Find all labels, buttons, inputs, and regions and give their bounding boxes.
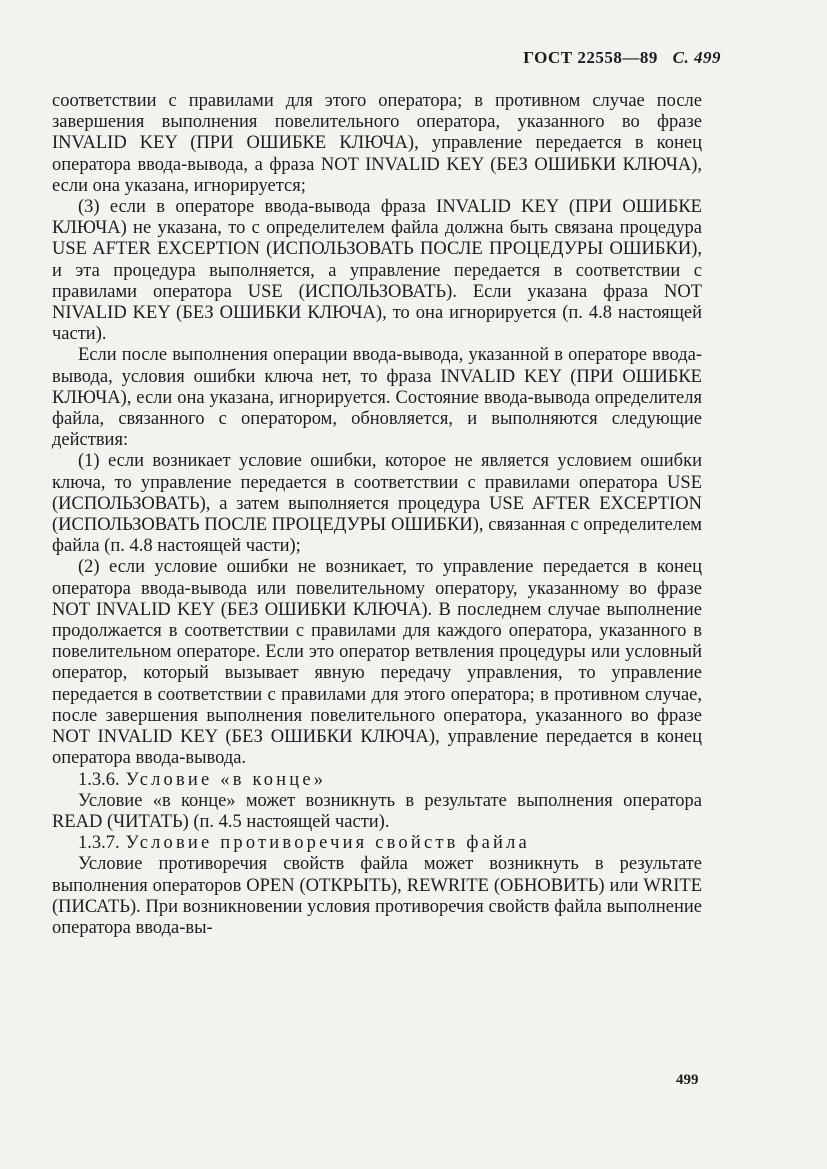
document-body (52, 91, 702, 939)
paragraph: соответствии с правилами для этого оператора; в противном случае после завершения выполнения повелительного оператора, указанного во фразе INVALID KEY (ПРИ ОШИБКЕ КЛЮЧА), управление передается в конец оператора ввода-вывода, а фраза NOT INVALID KEY (БЕЗ ОШИБКИ КЛЮЧА), если она указана, игнорируется; (52, 91, 702, 196)
section-title: Условие «в конце» (125, 769, 327, 790)
page-label: С. 499 (672, 48, 721, 67)
paragraph: (2) если условие ошибки не возникает, то управление передается в конец оператора ввода-вывода или повелительному оператору, указанному во фразе NOT INVALID KEY (БЕЗ ОШИБКИ КЛЮЧА). В последнем случае выполнение продолжается в соответствии с правилами для каждого оператора, указанного в повелительном операторе. Если это оператор ветвления процедуры или условный оператор, который вызывает явную передачу управления, то управление передается в соответствии с правилами для этого оператора; в противном случае, после завершения выполнения повелительного оператора, указанного во фразе NOT INVALID KEY (БЕЗ ОШИБКИ КЛЮЧА), управление передается в конец оператора ввода-вывода. (52, 557, 702, 769)
paragraph: (3) если в операторе ввода-вывода фраза INVALID KEY (ПРИ ОШИБКЕ КЛЮЧА) не указана, то с определителем файла должна быть связана процедура USE AFTER EXCEPTION (ИСПОЛЬЗОВАТЬ ПОСЛЕ ПРОЦЕДУРЫ ОШИБКИ), и эта процедура выполняется, а управление передается в соответствии с правилами оператора USE (ИСПОЛЬЗОВАТЬ). Если указана фраза NOT NIVALID KEY (БЕЗ ОШИБКИ КЛЮЧА), то она игнорируется (п. 4.8 настоящей части). (52, 197, 702, 345)
paragraph: Условие «в конце» может возникнуть в результате выполнения оператора READ (ЧИТАТЬ) (п. 4.5 настоящей части). (52, 790, 702, 832)
section-heading-1-3-6 (52, 770, 702, 791)
page-number: 499 (676, 1072, 699, 1088)
paragraph: Если после выполнения операции ввода-вывода, указанной в операторе ввода-вывода, условия ошибки ключа нет, то фраза INVALID KEY (ПРИ ОШИБКЕ КЛЮЧА), если она указана, игнорируется. Состояние ввода-вывода определителя файла, связанного с оператором, обновляется, и выполняются следующие действия: (52, 345, 702, 451)
page-header (523, 48, 721, 68)
paragraph: (1) если возникает условие ошибки, которое не является условием ошибки ключа, то управление передается в соответствии с правилами оператора USE (ИСПОЛЬЗОВАТЬ), а затем выполняется процедура USE AFTER EXCEPTION (ИСПОЛЬЗОВАТЬ ПОСЛЕ ПРОЦЕДУРЫ ОШИБКИ), связанная с определителем файла (п. 4.8 настоящей части); (52, 451, 702, 557)
section-number: 1.3.6. (78, 769, 120, 790)
section-heading-1-3-7 (52, 833, 702, 854)
paragraph: Условие противоречия свойств файла может возникнуть в результате выполнения операторов OPEN (ОТКРЫТЬ), REWRITE (ОБНОВИТЬ) или WRITE (ПИСАТЬ). При возникновении условия противоречия свойств файла выполнение оператора ввода-вы- (52, 854, 702, 938)
section-title: Условие противоречия свойств файла (125, 833, 530, 854)
standard-number: ГОСТ 22558—89 (523, 48, 658, 67)
section-number: 1.3.7. (78, 833, 120, 854)
